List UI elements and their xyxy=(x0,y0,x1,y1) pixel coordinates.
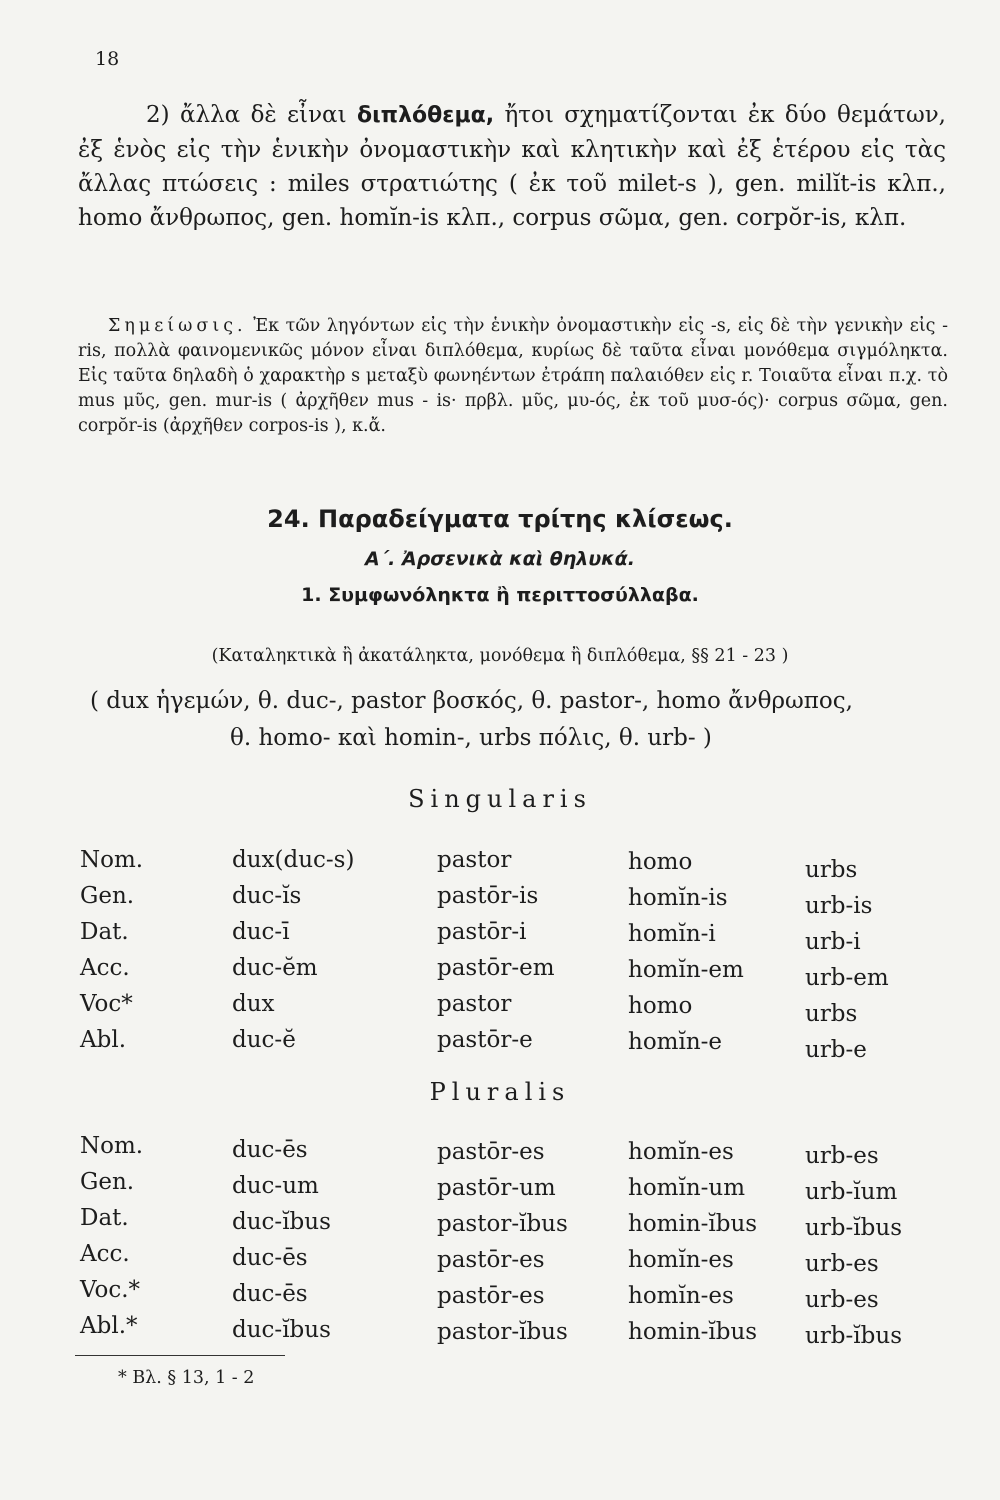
singular-dux-column xyxy=(232,842,354,1058)
form-cell: urb-es xyxy=(805,1287,879,1313)
case-label: Voc.* xyxy=(80,1277,141,1303)
form-cell: pastōr-es xyxy=(437,1247,545,1273)
form-cell: duc-ĭbus xyxy=(232,1209,331,1235)
form-cell: dux xyxy=(232,991,275,1017)
form-cell: duc-ĭs xyxy=(232,883,302,909)
form-cell: homĭn-es xyxy=(628,1283,734,1309)
subsubsection-heading: 1. Συμφωνόληκτα ἢ περιττοσύλλαβα. xyxy=(301,584,699,606)
plural-pastor-column xyxy=(437,1134,568,1350)
form-cell: duc-ēs xyxy=(232,1245,308,1271)
singular-urbs-column xyxy=(805,852,889,1068)
plural-urbs-column xyxy=(805,1138,902,1354)
form-cell: urb-em xyxy=(805,965,889,991)
case-label: Nom. xyxy=(80,847,144,873)
form-cell: homĭn-um xyxy=(628,1175,746,1201)
form-cell: homĭn-e xyxy=(628,1029,723,1055)
case-label: Gen. xyxy=(80,883,135,909)
note-text: Ἐκ τῶν ληγόντων εἰς τὴν ἑνικὴν ὀνομαστικὴν εἰς -s, εἰς δὲ τὴν γενικὴν εἰς -ris, πολλὰ φαινομενικῶς μόνον εἶναι διπλόθεμα, κυρίως δὲ ταῦτα εἶναι μονόθεμα σιγμόληκτα. Εἰς ταῦτα δηλαδὴ ὁ χαρακτὴρ s μεταξὺ φωνηέντων ἐτράπη παλαιόθεν εἰς r. Τοιαῦτα εἶναι π.χ. τὸ mus μῦς, gen. mur-is ( ἀρχῆθεν mus - is· πρβλ. μῦς, μυ-ός, ἐκ τοῦ μυσ-ός)· corpus σῶμα, gen. corpŏr-is (ἀρχῆθεν corpos-is ), κ.ἄ. xyxy=(78,316,948,436)
form-cell: pastor-ĭbus xyxy=(437,1319,568,1345)
paragraph-2-lead: 2) ἄλλα δὲ εἶναι xyxy=(146,102,347,128)
form-cell: homin-ĭbus xyxy=(628,1319,758,1345)
form-cell: duc-ĭbus xyxy=(232,1317,331,1343)
singular-cases xyxy=(80,842,143,1058)
bold-term: διπλόθεμα, xyxy=(356,103,495,128)
case-label: Abl. xyxy=(80,1027,126,1053)
form-cell: pastōr-i xyxy=(437,919,527,945)
form-cell: homĭn-em xyxy=(628,957,744,983)
examples-line-1: ( dux ἡγεμών, θ. duc-, pastor βοσκός, θ. pastor-, homo ἄνθρωπος, xyxy=(90,688,853,714)
note-paragraph xyxy=(78,314,948,439)
examples-line-2: θ. homo- καὶ homin-, urbs πόλις, θ. urb- ) xyxy=(230,725,712,751)
form-cell: homo xyxy=(628,849,693,875)
paragraph-2-text: ἤτοι σχηματίζονται ἐκ δύο θεμάτων, ἐξ ἑνὸς εἰς τὴν ἑνικὴν ὀνομαστικὴν καὶ κλητικὴν καὶ ἐξ ἑτέρου εἰς τὰς ἄλλας πτώσεις : miles στρατιώτης ( ἐκ τοῦ milet-s ), gen. milĭt-is κλπ., homo ἄνθρωπος, gen. homĭn-is κλπ., corpus σῶμα, gen. corpŏr-is, κλπ. xyxy=(78,102,946,231)
examples xyxy=(90,683,950,757)
form-cell: pastōr-is xyxy=(437,883,539,909)
case-label: Acc. xyxy=(80,1241,130,1267)
form-cell: pastōr-es xyxy=(437,1139,545,1165)
plural-dux-column xyxy=(232,1132,331,1348)
form-cell: urb-i xyxy=(805,929,861,955)
form-cell: duc-ī xyxy=(232,919,290,945)
form-cell: urb-is xyxy=(805,893,873,919)
form-cell: pastor-ĭbus xyxy=(437,1211,568,1237)
paragraph-2 xyxy=(78,98,946,235)
form-cell: urb-es xyxy=(805,1251,879,1277)
case-label: Voc* xyxy=(80,991,133,1017)
form-cell: urb-ĭbus xyxy=(805,1215,902,1241)
form-cell: homin-ĭbus xyxy=(628,1211,758,1237)
form-cell: homĭn-i xyxy=(628,921,716,947)
form-cell: homo xyxy=(628,993,693,1019)
subsection-heading: Α΄. Ἀρσενικὰ καὶ θηλυκά. xyxy=(365,548,635,570)
page-number: 18 xyxy=(95,48,120,70)
singular-pastor-column xyxy=(437,842,555,1058)
case-label: Acc. xyxy=(80,955,130,981)
form-cell: duc-ēs xyxy=(232,1281,308,1307)
form-cell: duc-ēs xyxy=(232,1137,308,1163)
plural-cases xyxy=(80,1128,143,1344)
case-label: Dat. xyxy=(80,919,129,945)
form-cell: urb-ĭbus xyxy=(805,1323,902,1349)
case-label: Abl.* xyxy=(80,1313,138,1339)
form-cell: homĭn-es xyxy=(628,1139,734,1165)
form-cell: duc-um xyxy=(232,1173,319,1199)
form-cell: urbs xyxy=(805,857,858,883)
form-cell: pastōr-e xyxy=(437,1027,533,1053)
singular-homo-column xyxy=(628,844,744,1060)
plural-homo-column xyxy=(628,1134,757,1350)
form-cell: dux(duc-s) xyxy=(232,847,355,873)
singularis-label: Singularis xyxy=(408,785,592,813)
form-cell: duc-ĕm xyxy=(232,955,318,981)
case-label: Gen. xyxy=(80,1169,135,1195)
footnote: * Βλ. § 13, 1 - 2 xyxy=(118,1368,255,1388)
form-cell: homĭn-es xyxy=(628,1247,734,1273)
pluralis-label: Pluralis xyxy=(429,1078,571,1106)
form-cell: urb-ĭum xyxy=(805,1179,898,1205)
case-label: Nom. xyxy=(80,1133,144,1159)
form-cell: urbs xyxy=(805,1001,858,1027)
form-cell: pastōr-em xyxy=(437,955,555,981)
form-cell: urb-e xyxy=(805,1037,867,1063)
form-cell: duc-ĕ xyxy=(232,1027,296,1053)
footnote-rule xyxy=(75,1355,285,1356)
form-cell: pastor xyxy=(437,847,512,873)
section-heading: 24. Παραδείγματα τρίτης κλίσεως. xyxy=(267,505,733,533)
form-cell: urb-es xyxy=(805,1143,879,1169)
form-cell: pastōr-um xyxy=(437,1175,556,1201)
case-label: Dat. xyxy=(80,1205,129,1231)
form-cell: homĭn-is xyxy=(628,885,728,911)
stems-note: (Καταληκτικὰ ἢ ἀκατάληκτα, μονόθεμα ἢ διπλόθεμα, §§ 21 - 23 ) xyxy=(211,646,789,666)
form-cell: pastor xyxy=(437,991,512,1017)
note-label: Σημείωσις. xyxy=(108,316,247,336)
form-cell: pastōr-es xyxy=(437,1283,545,1309)
